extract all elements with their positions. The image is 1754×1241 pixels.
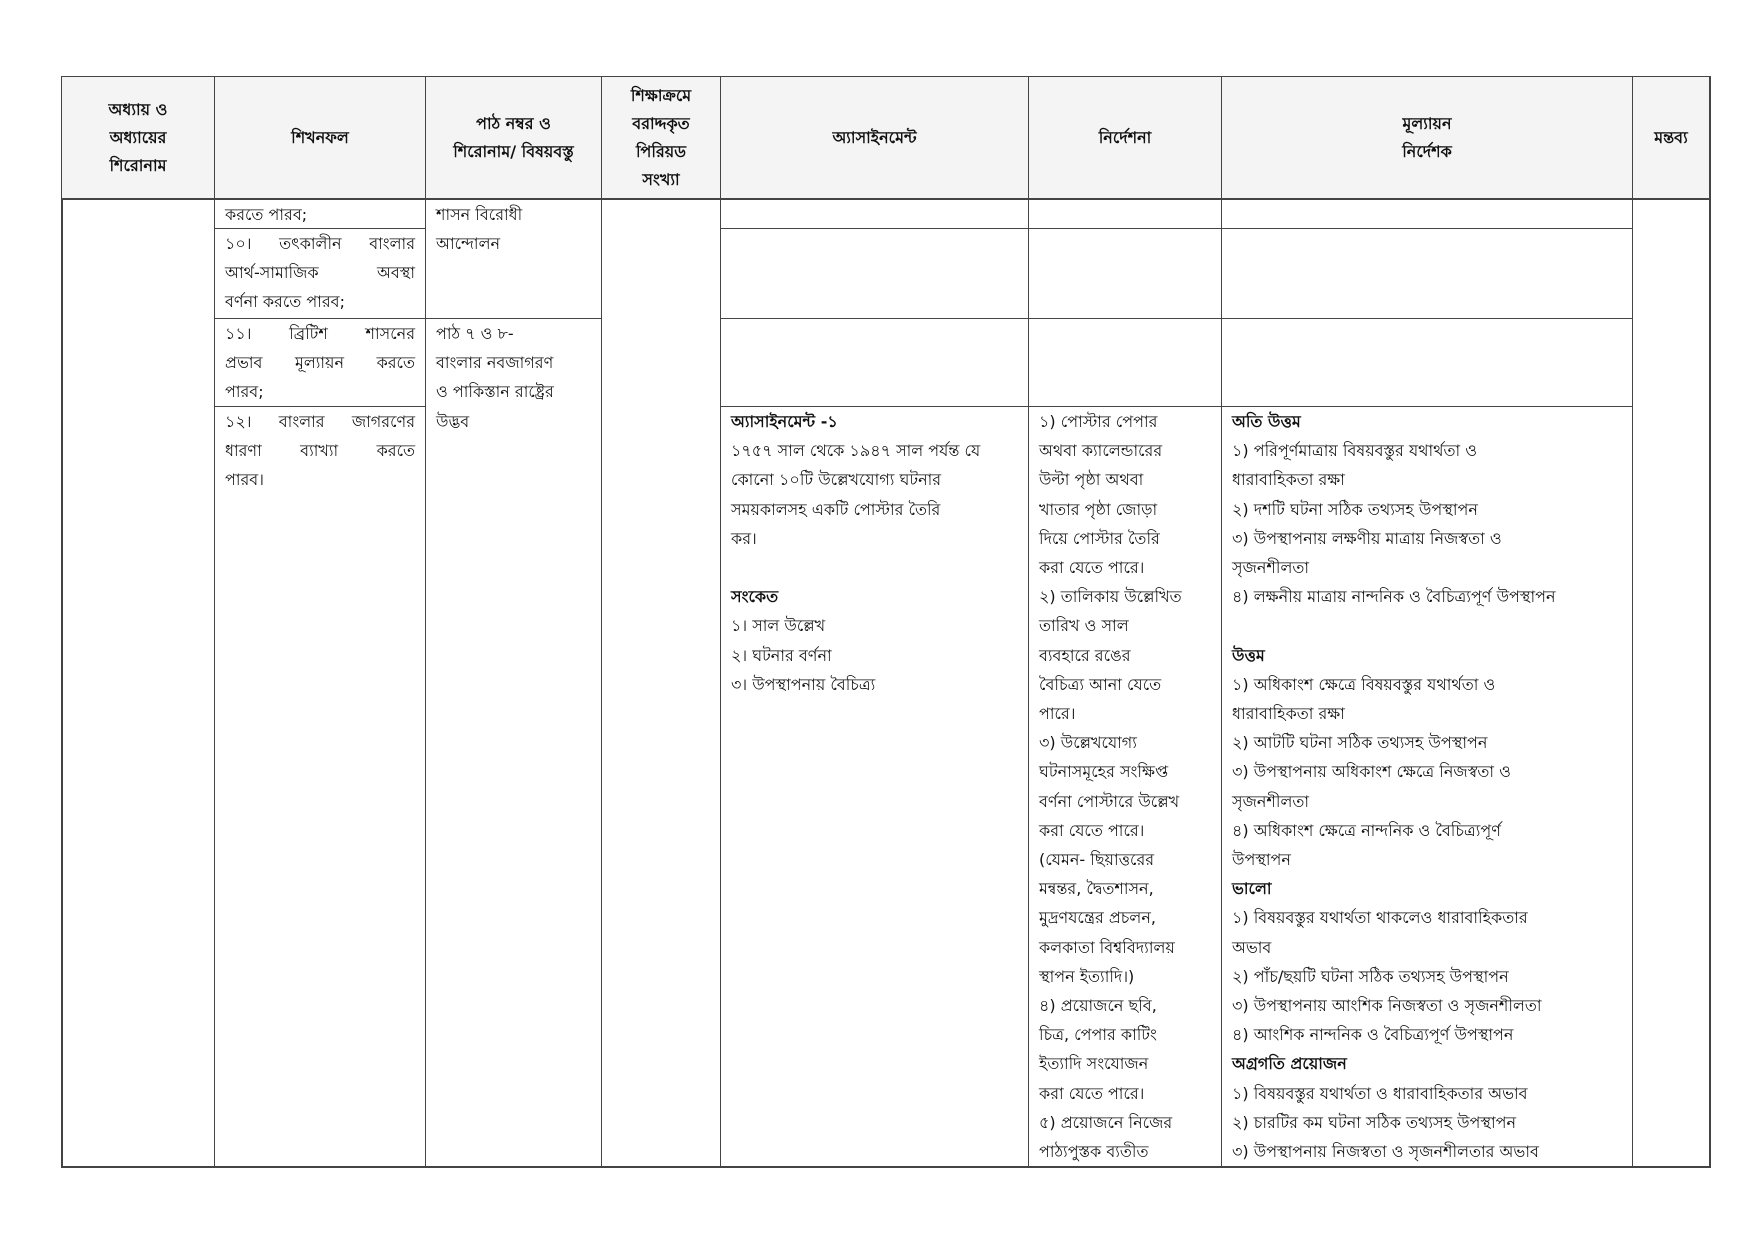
- col-line-0: [61, 76, 63, 1168]
- hint-item: ৩। উপস্থাপনায় বৈচিত্র্য: [731, 674, 876, 694]
- learning-outcome-3: ১২। বাংলার জাগরণের ধারণা ব্যাখ্যা করতে পারব।: [225, 412, 415, 490]
- learning-outcome-1: ১০। তৎকালীন বাংলার আর্থ-সামাজিক অবস্থা বর্ণনা করতে পারব;: [225, 234, 415, 312]
- hint-item: ১। সাল উল্লেখ: [731, 616, 826, 636]
- assignment-title: অ্যাসাইনমেন্ট -১: [731, 412, 838, 431]
- col-line-7: [1632, 76, 1633, 1168]
- lesson-0: শাসন বিরোধী আন্দোলন: [436, 205, 523, 254]
- hint-item: ২। ঘটনার বর্ণনা: [731, 645, 832, 665]
- instructions-cell: ১) পোস্টার পেপার অথবা ক্যালেন্ডারের উল্টা পৃষ্ঠা অথবা খাতার পৃষ্ঠা জোড়া দিয়ে পোস্টার তৈরি করা যেতে পারে। ২) তালিকায় উল্লেখিত তারিখ ও সাল ব্যবহারে রঙের বৈচিত্র্য আনা যেতে পারে। ৩) উল্লেখযোগ্য ঘটনাসমূহের সংক্ষিপ্ত বর্ণনা পোস্টারে উল্লেখ করা যেতে পারে। (যেমন- ছিয়াত্তরের মন্বন্তর, দ্বৈতশাসন, মুদ্রণযন্ত্রের প্রচলন, কলকাতা বিশ্ববিদ্যালয় স্থাপন ইত্যাদি।) ৪) প্রয়োজনে ছবি, চিত্র, পেপার কাটিং ইত্যাদি সংযোজন করা যেতে পারে। ৫) প্রয়োজনে নিজের পাঠ্যপুস্তক ব্যতীত: [1039, 412, 1182, 1162]
- col-line-8: [1709, 76, 1711, 1168]
- right-row-line-1: [720, 228, 1632, 229]
- header-periods: শিক্ষাক্রমে বরাদ্দকৃত পিরিয়ড সংখ্যা: [602, 77, 720, 198]
- header-lesson: পাঠ নম্বর ও শিরোনাম/ বিষয়বস্তু: [426, 77, 601, 198]
- header-chapter: অধ্যায় ও অধ্যায়ের শিরোনাম: [62, 77, 214, 198]
- assignment-cell: অ্যাসাইনমেন্ট -১ ১৭৫৭ সাল থেকে ১৯৪৭ সাল পর্যন্ত যে কোনো ১০টি উল্লেখযোগ্য ঘটনার সময়কালসহ একটি পোস্টার তৈরি কর। সংকেত ১। সাল উল্লেখ ২। ঘটনার বর্ণনা ৩। উপস্থাপনায় বৈচিত্র্য: [721, 407, 1028, 699]
- right-row-line-2: [720, 318, 1632, 319]
- header-assessment: মূল্যায়ন নির্দেশক: [1222, 77, 1632, 198]
- table-border-bottom: [61, 1166, 1711, 1168]
- level-needs-improvement-title: অগ্রগতি প্রয়োজন: [1232, 1054, 1347, 1074]
- level-excellent-title: অতি উত্তম: [1232, 412, 1301, 431]
- level-good-title: উত্তম: [1232, 645, 1265, 665]
- col-line-3: [601, 76, 602, 1168]
- header-remarks: মন্তব্য: [1633, 77, 1709, 198]
- level-fair-title: ভালো: [1232, 879, 1272, 899]
- hint-title: সংকেত: [731, 587, 779, 607]
- header-learning-outcome: শিখনফল: [215, 77, 425, 198]
- learning-outcome-0: করতে পারব;: [225, 205, 308, 224]
- header-assignment: অ্যাসাইনমেন্ট: [721, 77, 1028, 198]
- header-instructions: নির্দেশনা: [1029, 77, 1221, 198]
- lesson-plan-table: [61, 76, 1711, 1168]
- learning-outcome-2: ১১। ব্রিটিশ শাসনের প্রভাব মূল্যায়ন করতে পারব;: [225, 324, 415, 402]
- assessment-cell: অতি উত্তম ১) পরিপূর্ণমাত্রায় বিষয়বস্তুর যথার্থতা ও ধারাবাহিকতা রক্ষা ২) দশটি ঘটনা সঠিক তথ্যসহ উপস্থাপন ৩) উপস্থাপনায় লক্ষণীয় মাত্রায় নিজস্বতা ও সৃজনশীলতা ৪) লক্ষনীয় মাত্রায় নান্দনিক ও বৈচিত্র্যপূর্ণ উপস্থাপন উত্তম ১) অধিকাংশ ক্ষেত্রে বিষয়বস্তুর যথার্থতা ও ধারাবাহিকতা রক্ষা ২) আটটি ঘটনা সঠিক তথ্যসহ উপস্থাপন ৩) উপস্থাপনায় অধিকাংশ ক্ষেত্রে নিজস্বতা ও সৃজনশীলতা ৪) অধিকাংশ ক্ষেত্রে নান্দনিক ও বৈচিত্র্যপূর্ণ উপস্থাপন ভালো ১) বিষয়বস্তুর যথার্থতা থাকলেও ধারাবাহিকতার অভাব ২) পাঁচ/ছয়টি ঘটনা সঠিক তথ্যসহ উপস্থাপন ৩) উপস্থাপনায় আংশিক নিজস্বতা ও সৃজনশীলতা ৪) আংশিক নান্দনিক ও বৈচিত্র্যপূর্ণ উপস্থাপন অগ্রগতি প্রয়োজন ১) বিষয়বস্তুর যথার্থতা ও ধারাবাহিকতার অভাব ২) চারটির কম ঘটনা সঠিক তথ্যসহ উপস্থাপন ৩) উপস্থাপনায় নিজস্বতা ও সৃজনশীলতার অভাব: [1222, 407, 1632, 1166]
- lesson-1: পাঠ ৭ ও ৮- বাংলার নবজাগরণ ও পাকিস্তান রাষ্ট্রের উদ্ভব: [436, 324, 554, 431]
